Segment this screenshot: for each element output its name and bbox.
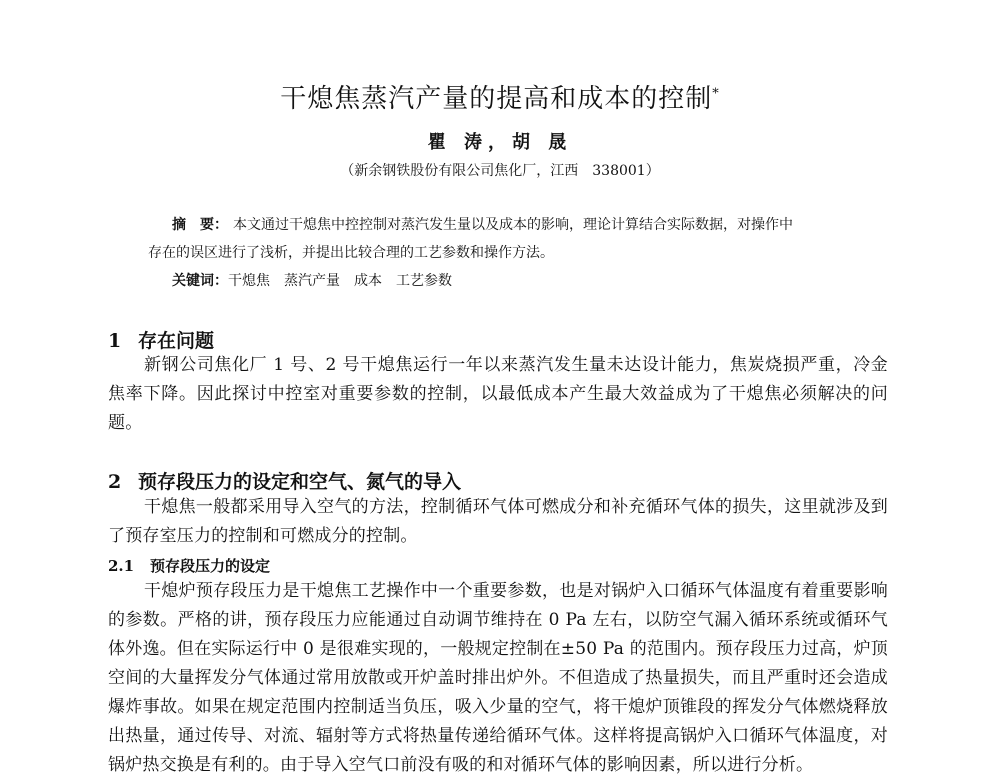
subsection-paragraph: 干熄炉预存段压力是干熄焦工艺操作中一个重要参数，也是对锅炉入口循环气体温度有着重要影响的参数。严格的讲，预存段压力应能通过自动调节维持在 0 Pa 左右，以防空气漏入循环系统或循环气体外逸。但在实际运行中 0 是很难实现的，一般规定控制在±50 Pa 的范围内。预存段压力过高，炉顶空间的大量挥发分气体通过常用放散或开炉盖时排出炉外。不但造成了热量损失，而且严重时还会造成爆炸事故。如果在规定范围内控制适当负压，吸入少量的空气，将干熄炉顶锥段的挥发分气体燃烧释放出热量，通过传导、对流、辐射等方式将热量传递给循环气体。这样将提高锅炉入口循环气体温度，对锅炉热交换是有利的。由于导入空气口前没有吸的和对循环气体的影响因素，所以进行分析。 (108, 581, 888, 775)
section-title: 预存段压力的设定和空气、氮气的导入 (138, 471, 462, 493)
abstract-text-line-1: 本文通过干熄焦中控控制对蒸汽发生量以及成本的影响，理论计算结合实际数据，对操作中 (233, 217, 793, 233)
paper-affiliation: （新余钢铁股份有限公司焦化厂，江西 338001） (340, 163, 660, 179)
keywords-label: 关键词： (172, 273, 228, 289)
section-heading (108, 326, 214, 353)
section-heading (108, 467, 461, 494)
subsection-title: 预存段压力的设定 (150, 557, 271, 575)
keywords-block (172, 270, 466, 290)
section-paragraph: 新钢公司焦化厂 1 号、2 号干熄焦运行一年以来蒸汽发生量未达设计能力，焦炭烧损严重，冷金焦率下降。因此探讨中控室对重要参数的控制，以最低成本产生最大效益成为了干熄焦必须解决的问题。 (108, 355, 888, 433)
abstract-text-line-2: 存在的误区进行了浅析，并提出比较合理的工艺参数和操作方法。 (148, 245, 554, 261)
section-number: 2 (108, 471, 122, 493)
paper-title (0, 78, 1000, 115)
keyword: 成本 (354, 273, 382, 289)
keyword: 蒸汽产量 (284, 273, 340, 289)
section-paragraph: 干熄焦一般都采用导入空气的方法，控制循环气体可燃成分和补充循环气体的损失，这里就涉及到了预存室压力的控制和可燃成分的控制。 (108, 497, 888, 546)
subsection-number: 2.1 (108, 557, 135, 575)
keyword: 工艺参数 (396, 273, 452, 289)
keyword: 干熄焦 (228, 273, 270, 289)
subsection-heading (108, 555, 270, 576)
paper-authors: 瞿 涛，胡 晟 (427, 132, 573, 153)
paper-title-text: 干熄焦蒸汽产量的提高和成本的控制 (280, 84, 713, 114)
section-number: 1 (108, 330, 122, 352)
section-title: 存在问题 (138, 330, 215, 352)
title-footnote-mark: * (712, 86, 720, 102)
abstract-label: 摘 要： (172, 217, 228, 233)
